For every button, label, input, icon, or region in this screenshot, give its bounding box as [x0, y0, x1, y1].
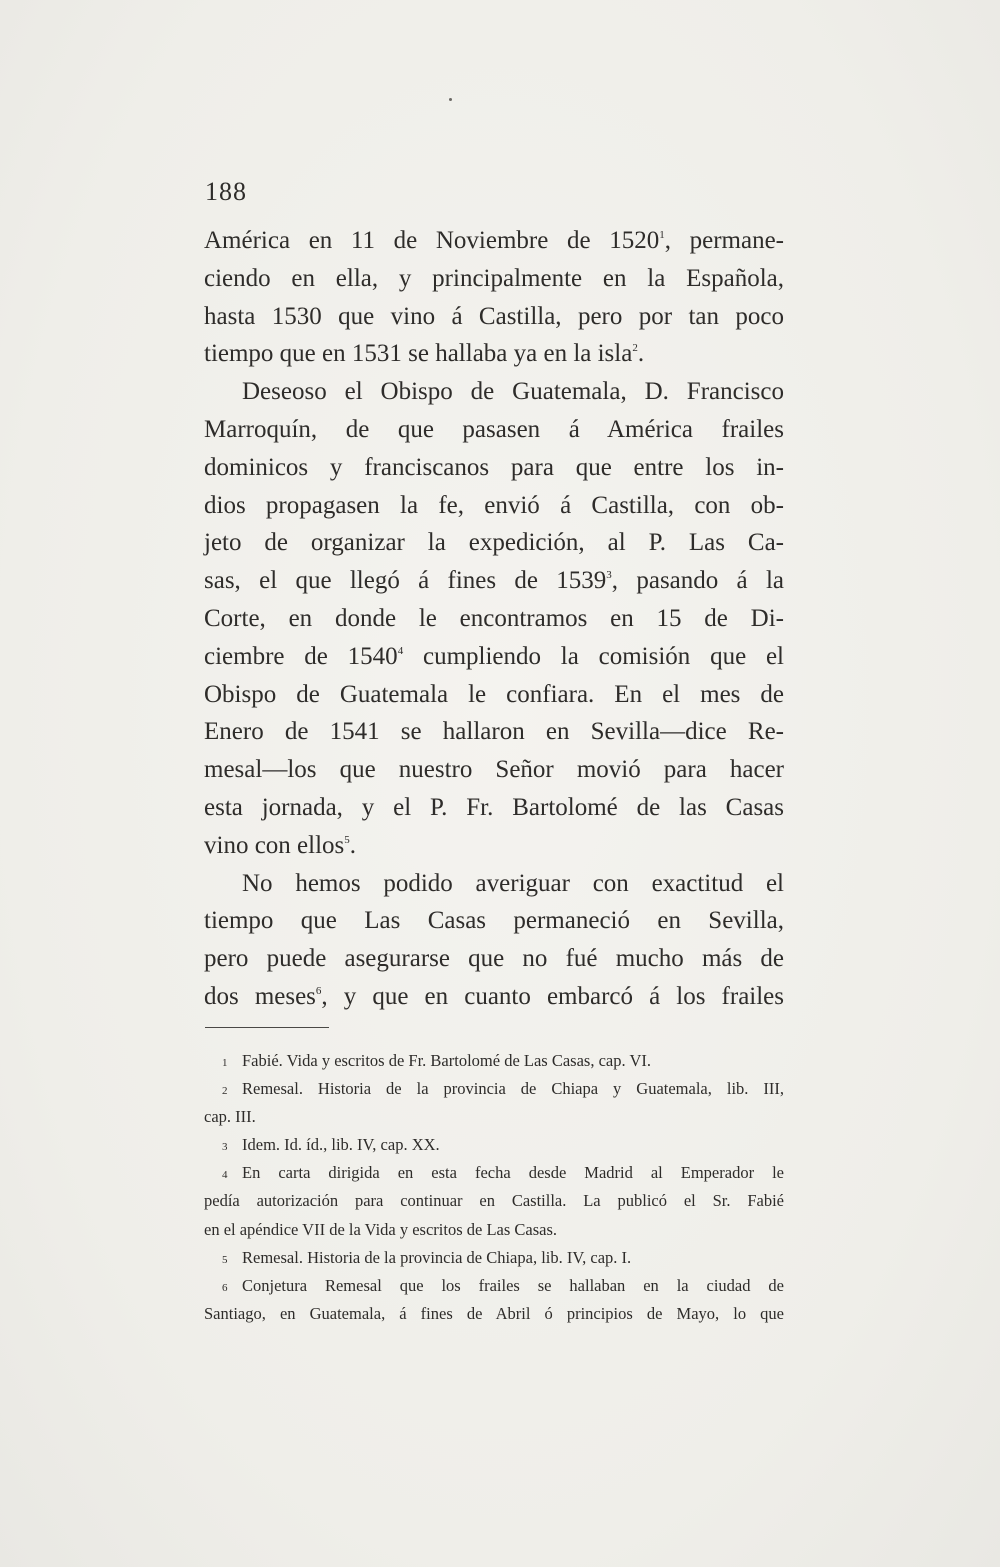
- footnote-number: 4: [222, 1169, 228, 1182]
- footnote-line: [204, 1272, 784, 1300]
- footnote-reference: 2: [632, 342, 638, 355]
- body-line-text: pero puede asegurarse que no fué mucho más de: [204, 945, 784, 973]
- body-line: [204, 335, 784, 373]
- body-line-tail: , y que en cuanto embarcó á los frailes: [321, 982, 785, 1010]
- footnote-number: 6: [222, 1281, 228, 1294]
- footnote-line: [204, 1216, 784, 1244]
- body-line-text: vino con ellos: [204, 831, 345, 859]
- footnote-reference: 3: [606, 569, 612, 582]
- body-line-text: mesal—los que nuestro Señor movió para hacer: [204, 756, 784, 784]
- body-line-text: jeto de organizar la expedición, al P. Las Ca-: [204, 529, 784, 557]
- footnote-line: [204, 1103, 784, 1131]
- footnote-number: 3: [222, 1141, 228, 1154]
- body-line: [204, 562, 784, 600]
- page-number: 188: [205, 177, 247, 206]
- body-line-tail: .: [637, 340, 645, 368]
- footnote-text: Fabié. Vida y escritos de Fr. Bartolomé de Las Casas, cap. VI.: [242, 1051, 651, 1070]
- body-line-text: Marroquín, de que pasasen á América frailes: [204, 415, 784, 443]
- body-line-text: dios propagasen la fe, envió á Castilla, con ob-: [204, 491, 784, 519]
- body-line-text: ciembre de 1540: [204, 642, 398, 670]
- body-line-text: dos meses: [204, 982, 316, 1010]
- body-line-text: sas, el que llegó á fines de 1539: [204, 567, 607, 595]
- footnote-line: [204, 1244, 784, 1272]
- body-line-text: hasta 1530 que vino á Castilla, pero por tan poco: [204, 302, 784, 330]
- body-line-text: esta jornada, y el P. Fr. Bartolomé de las Casas: [204, 793, 784, 821]
- body-line: [204, 751, 784, 789]
- body-line-text: Corte, en donde le encontramos en 15 de Di-: [204, 604, 784, 632]
- body-line-text: No hemos podido averiguar con exactitud el: [242, 869, 784, 897]
- footnote-line: [204, 1075, 784, 1103]
- body-line: [204, 902, 784, 940]
- body-line: [204, 487, 784, 525]
- footnote-text: pedía autorización para continuar en Castilla. La publicó el Sr. Fabié: [204, 1191, 784, 1211]
- footnote-reference: 4: [397, 644, 404, 657]
- body-line-text: ciendo en ella, y principalmente en la Española,: [204, 264, 784, 292]
- body-line: [204, 449, 784, 487]
- body-line-text: Obispo de Guatemala le confiara. En el mes de: [204, 680, 784, 708]
- body-line: [204, 411, 784, 449]
- body-line-text: Enero de 1541 se hallaron en Sevilla—dice Re-: [204, 718, 784, 746]
- body-line: [204, 524, 784, 562]
- footnote-text: en el apéndice VII de la Vida y escritos de Las Casas.: [204, 1219, 558, 1239]
- body-line: [204, 789, 784, 827]
- body-line-text: dominicos y franciscanos para que entre los in-: [204, 453, 784, 481]
- footnote-reference: 5: [344, 833, 350, 846]
- footnote-reference: 6: [315, 984, 322, 997]
- body-line-text: tiempo que Las Casas permaneció en Sevilla,: [204, 907, 784, 935]
- footnote-line: [204, 1159, 784, 1187]
- footnotes: [204, 1047, 784, 1328]
- footnote-line: [204, 1300, 784, 1328]
- body-line: [204, 676, 784, 714]
- footnote-reference: 1: [659, 229, 665, 241]
- body-line: [204, 298, 784, 336]
- body-line-text: Deseoso el Obispo de Guatemala, D. Francisco: [242, 378, 784, 406]
- body-line: [204, 713, 784, 751]
- body-text: [204, 222, 784, 1016]
- print-speck: [449, 98, 452, 101]
- body-line-tail: , pasando á la: [611, 567, 784, 595]
- footnote-separator: [205, 1027, 329, 1028]
- footnote-line: [204, 1131, 784, 1159]
- body-line-tail: .: [349, 831, 357, 859]
- body-line: [204, 827, 784, 865]
- body-line: [204, 222, 784, 260]
- footnote-line: [204, 1047, 784, 1075]
- body-line: [204, 638, 784, 676]
- body-line-text: América en 11 de Noviembre de 1520: [204, 227, 660, 254]
- body-line: [204, 600, 784, 638]
- footnote-text: En carta dirigida en esta fecha desde Madrid al Emperador le: [242, 1163, 784, 1183]
- footnote-number: 5: [222, 1253, 228, 1266]
- body-line-tail: , permane-: [664, 227, 784, 254]
- body-line: [204, 978, 784, 1016]
- body-line: [204, 940, 784, 978]
- footnote-number: 1: [222, 1057, 228, 1069]
- footnote-text: cap. III.: [204, 1107, 256, 1127]
- body-line-text: tiempo que en 1531 se hallaba ya en la isla: [204, 340, 633, 368]
- footnote-text: Remesal. Historia de la provincia de Chiapa y Guatemala, lib. III,: [242, 1079, 784, 1099]
- footnote-number: 2: [222, 1085, 228, 1098]
- footnote-text: Idem. Id. íd., lib. IV, cap. XX.: [242, 1135, 440, 1155]
- footnote-text: Santiago, en Guatemala, á fines de Abril ó principios de Mayo, lo que: [204, 1303, 784, 1323]
- footnote-text: Remesal. Historia de la provincia de Chiapa, lib. IV, cap. I.: [242, 1247, 632, 1267]
- body-line-tail: cumpliendo la comisión que el: [403, 642, 784, 670]
- footnote-line: [204, 1187, 784, 1215]
- body-line: [204, 260, 784, 298]
- body-line: [204, 373, 784, 411]
- body-line: [204, 865, 784, 903]
- footnote-text: Conjetura Remesal que los frailes se hallaban en la ciudad de: [242, 1275, 784, 1295]
